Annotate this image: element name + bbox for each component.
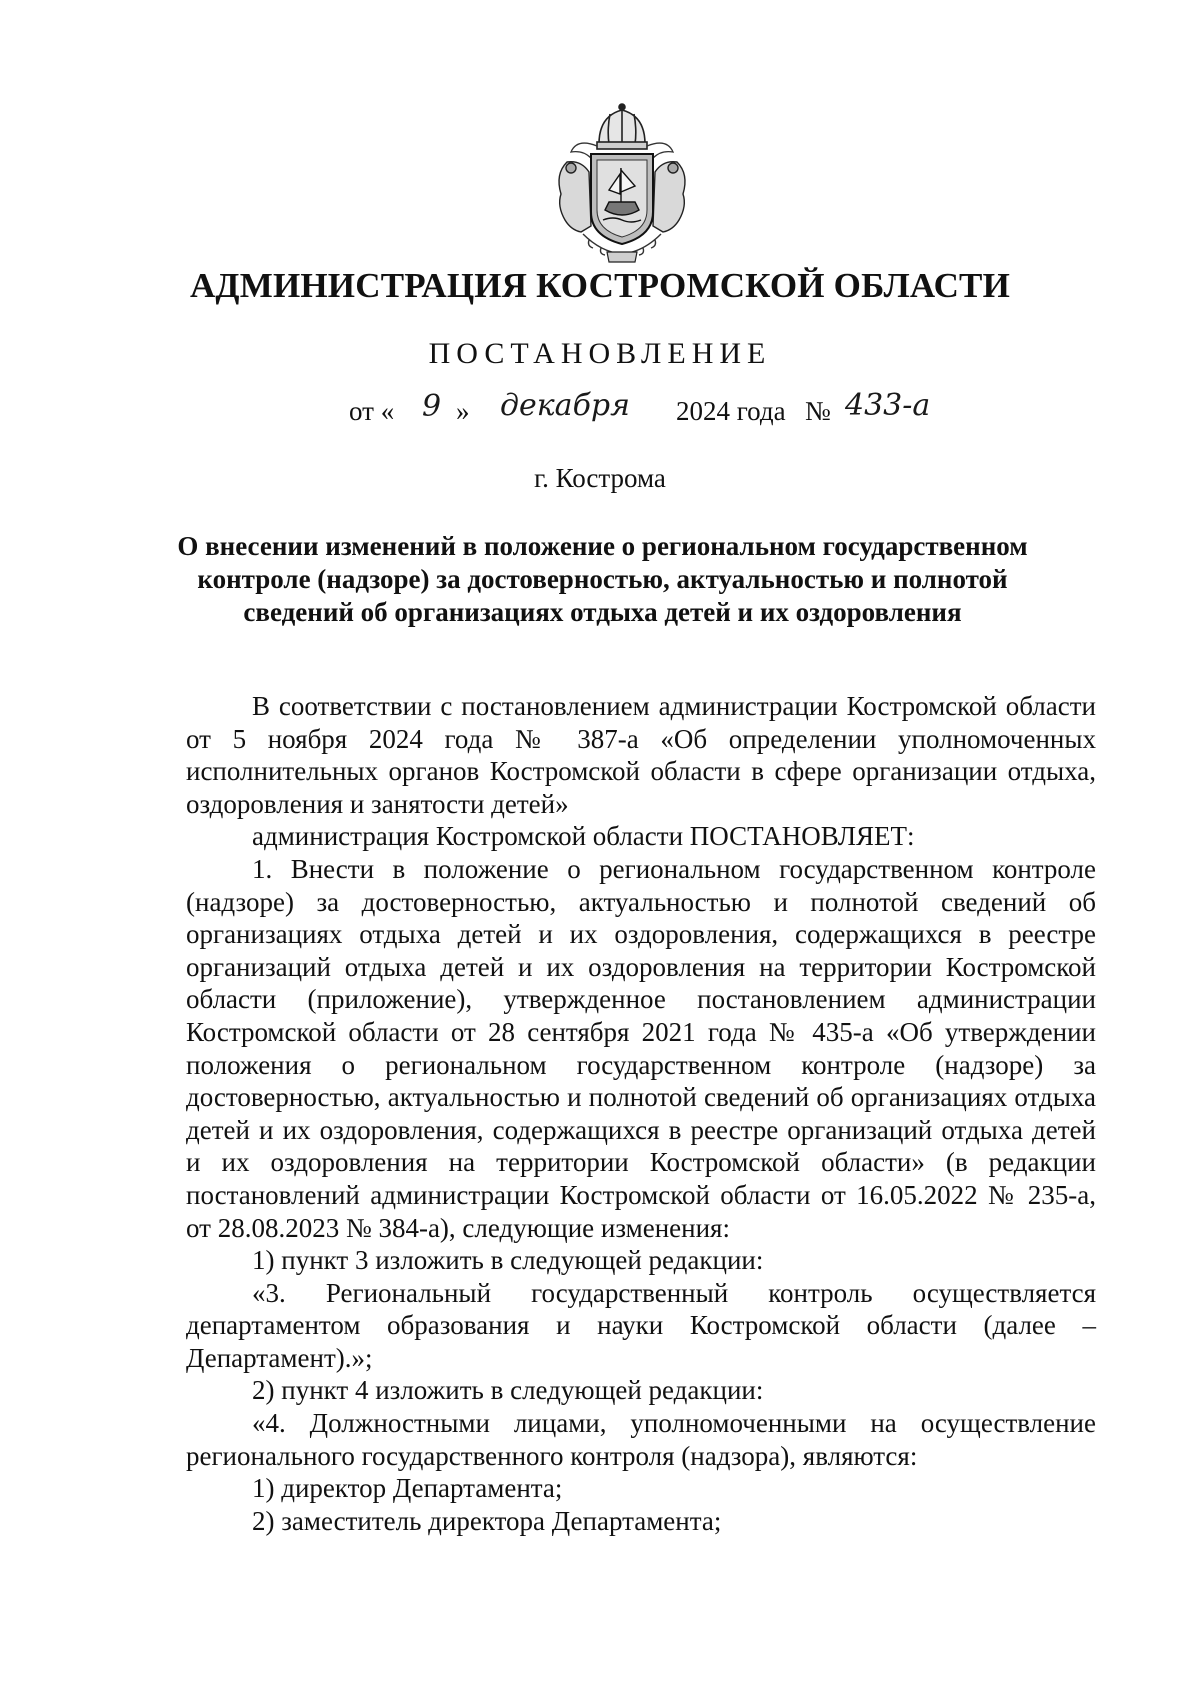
document-number-handwritten: 433-а bbox=[845, 388, 931, 423]
body-paragraph: администрация Костромской области ПОСТАНОВЛЯЕТ: bbox=[252, 821, 915, 852]
body-paragraph: В соответствии с постановлением администрации Костромской области от 5 ноября 2024 года № 387-а «Об определении уполномоченных исполнительных органов Костромской области в сфере организации отдыха, оздоровления и занятости детей» bbox=[186, 691, 1096, 819]
date-prefix: от « bbox=[349, 396, 395, 426]
date-close-quote: » bbox=[456, 396, 470, 426]
coat-of-arms-emblem bbox=[547, 102, 697, 272]
body-paragraph: «4. Должностными лицами, уполномоченными на осуществление регионального государственного контроля (надзора), являются: bbox=[186, 1408, 1096, 1471]
date-day-handwritten: 9 bbox=[422, 389, 442, 424]
city-name: г. Кострома bbox=[534, 463, 666, 493]
organization-title: АДМИНИСТРАЦИЯ КОСТРОМСКОЙ ОБЛАСТИ bbox=[189, 266, 1011, 305]
date-year: 2024 года bbox=[676, 396, 786, 426]
body-paragraph: 2) заместитель директора Департамента; bbox=[252, 1505, 722, 1536]
number-label: № bbox=[805, 396, 831, 426]
body-paragraph: 1) директор Департамента; bbox=[252, 1473, 563, 1504]
body-paragraph: 1) пункт 3 изложить в следующей редакции: bbox=[252, 1245, 764, 1276]
document-subject: О внесении изменений в положение о региональном государственном контроле (надзоре) за достоверностью, актуальностью и полнотой сведений об организациях отдыха детей и их оздоровления bbox=[177, 531, 1028, 627]
document-body bbox=[186, 690, 1096, 1537]
body-paragraph: 2) пункт 4 изложить в следующей редакции: bbox=[252, 1375, 764, 1406]
document-type: ПОСТАНОВЛЕНИЕ bbox=[428, 337, 772, 370]
body-paragraph: 1. Внести в положение о региональном государственном контроле (надзоре) за достоверностью, актуальностью и полнотой сведений об организациях отдыха детей и их оздоровления, содержащихся в реестре организаций отдыха детей и их оздоровления на территории Костромской области (приложение), утвержденное постановлением администрации Костромской области от 28 сентября 2021 года № 435-а «Об утверждении положения о региональном государственном контроле (надзоре) за достоверностью, актуальностью и полнотой сведений об организациях отдыха детей и их оздоровления, содержащихся в реестре организаций отдыха детей и их оздоровления на территории Костромской области» (в редакции постановлений администрации Костромской области от 16.05.2022 № 235-а, от 28.08.2023 № 384-а), следующие изменения: bbox=[186, 853, 1096, 1243]
body-paragraph: «3. Региональный государственный контроль осуществляется департаментом образования и науки Костромской области (далее – Департамент).»; bbox=[186, 1277, 1096, 1373]
date-month-handwritten: декабря bbox=[500, 388, 630, 423]
